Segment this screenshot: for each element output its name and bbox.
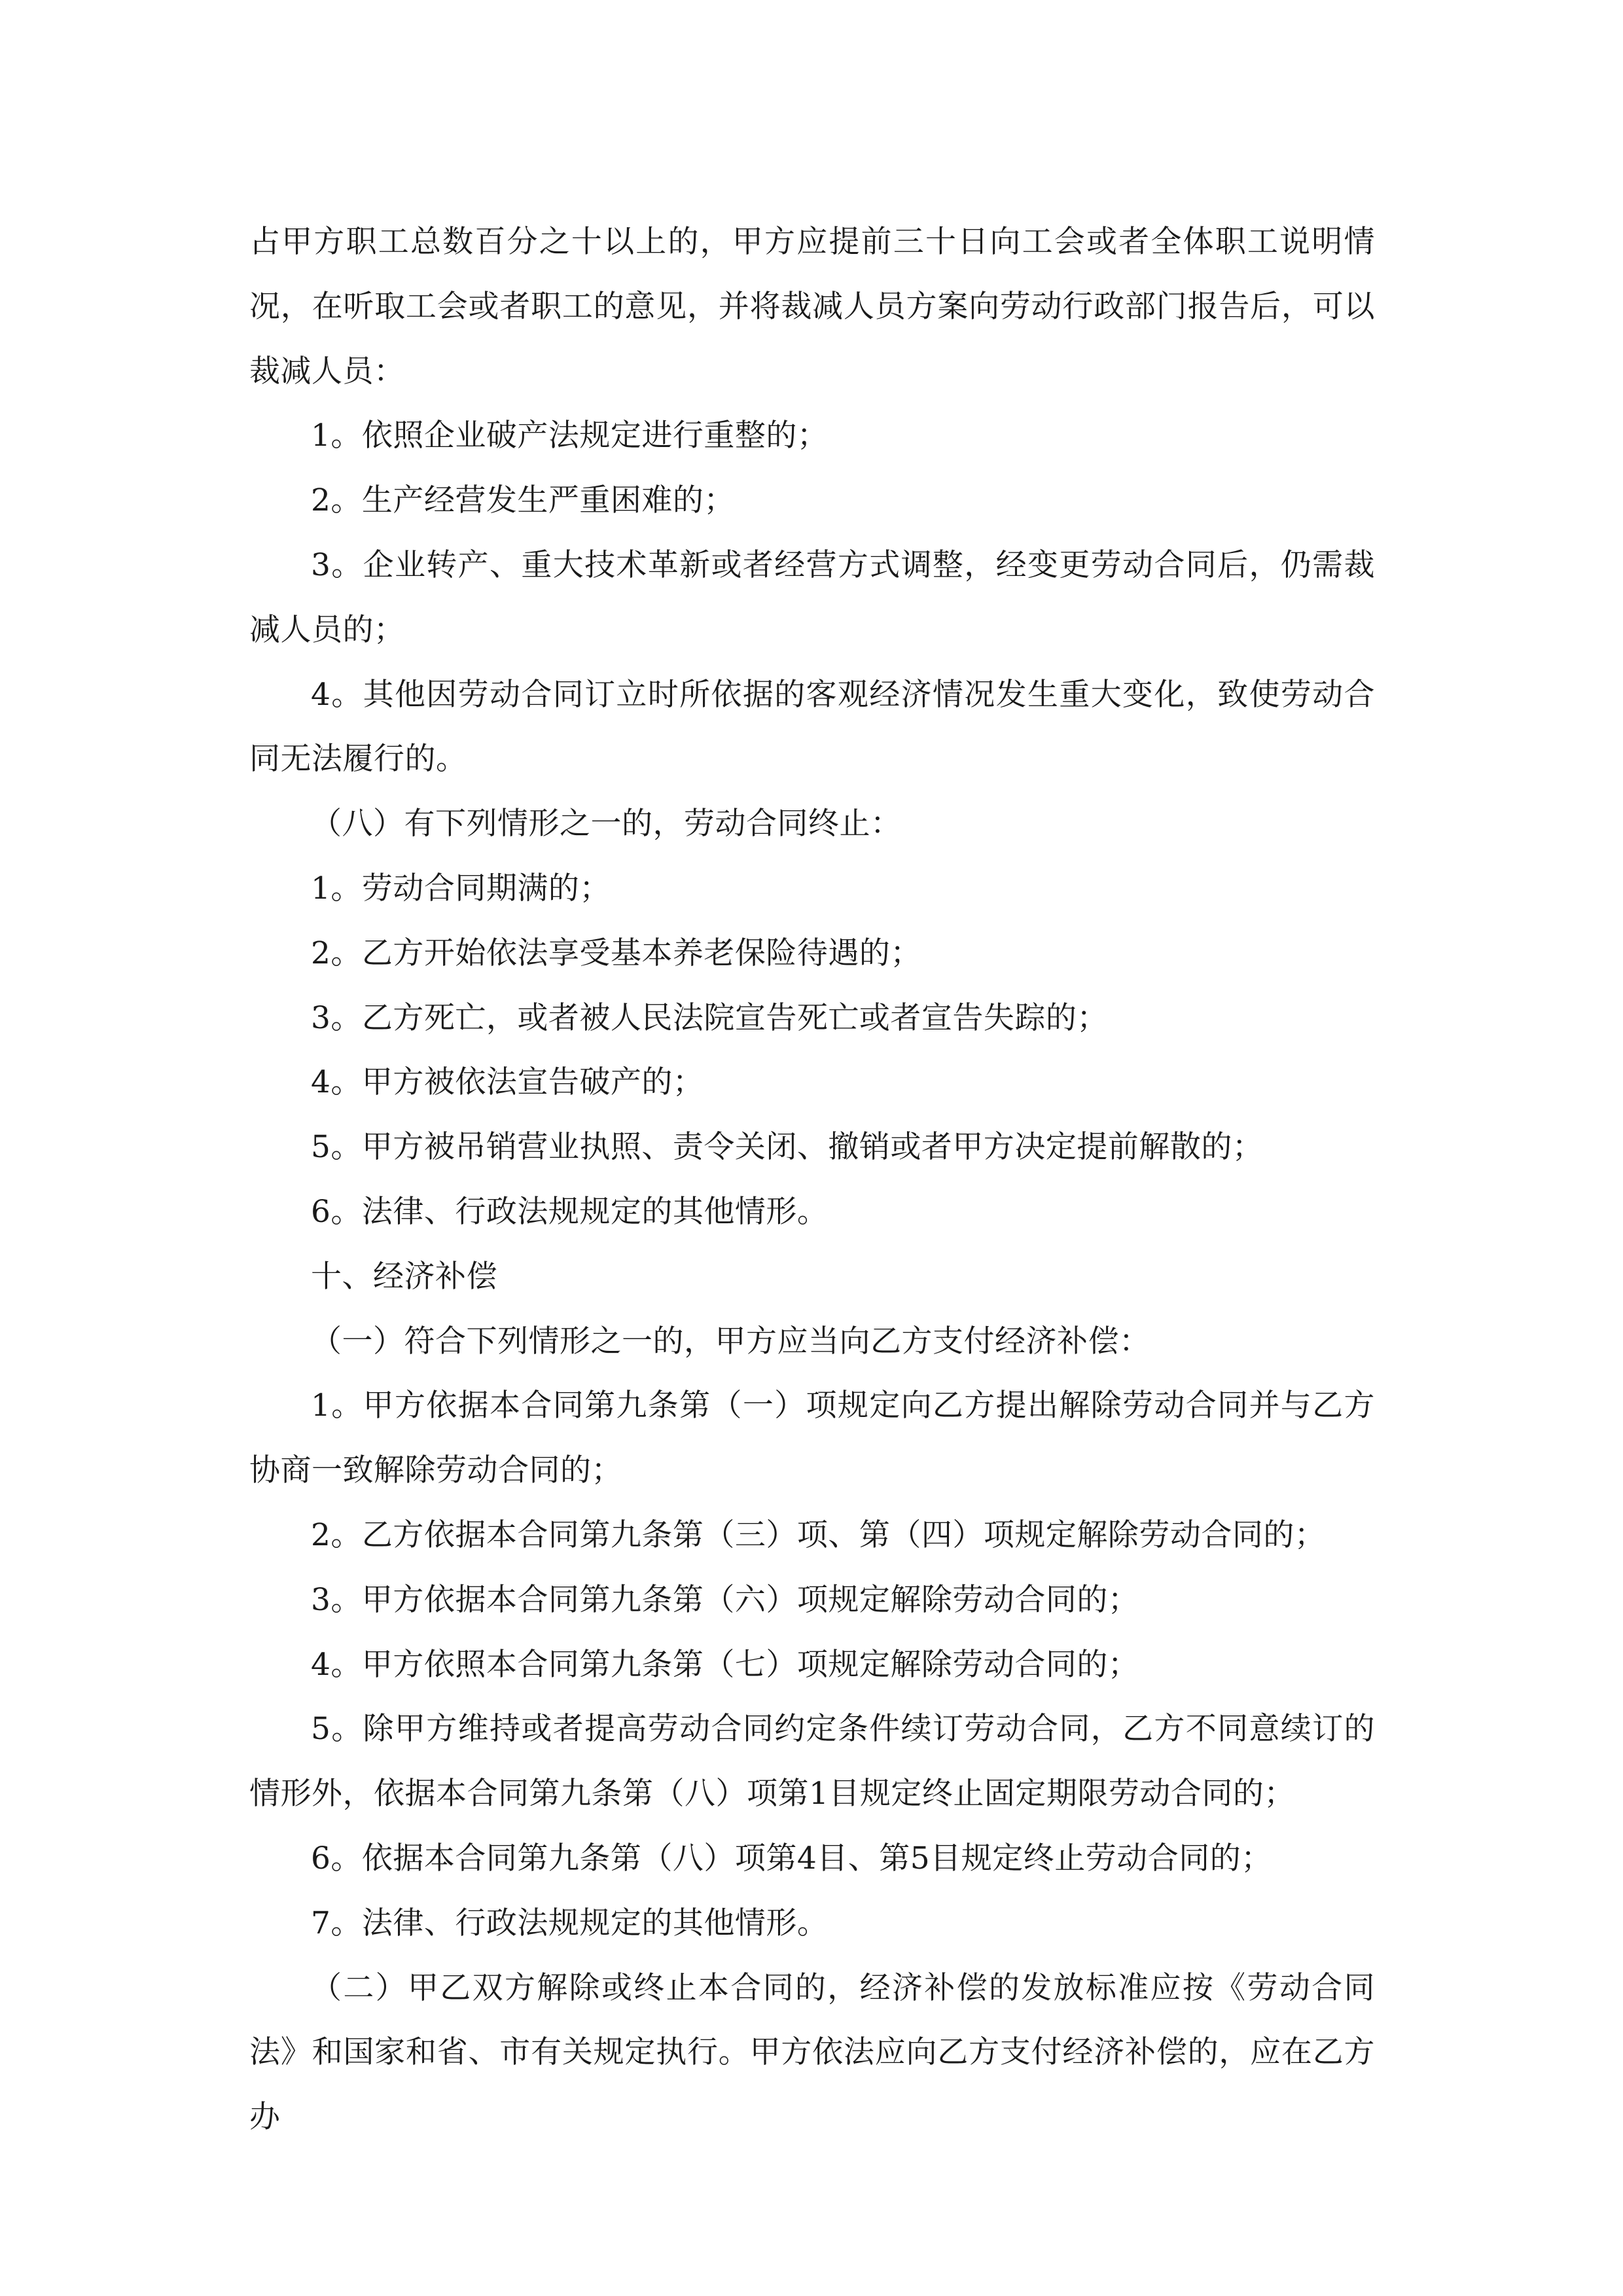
clause-heading: （八）有下列情形之一的，劳动合同终止：	[311, 806, 902, 842]
paragraph: 占甲方职工总数百分之十以上的，甲方应提前三十日向工会或者全体职工说明情况，在听取工会或者职工的意见，并将裁减人员方案向劳动行政部门报告后，可以裁减人员：	[249, 224, 1375, 389]
list-item: 1。依照企业破产法规定进行重整的；	[311, 418, 829, 454]
list-item: 3。乙方死亡，或者被人民法院宣告死亡或者宣告失踪的；	[311, 999, 1108, 1036]
list-item: 3。企业转产、重大技术革新或者经营方式调整，经变更劳动合同后，仍需裁减人员的；	[249, 547, 1375, 648]
list-item: 2。乙方依据本合同第九条第（三）项、第（四）项规定解除劳动合同的；	[311, 1516, 1326, 1553]
list-item: 5。除甲方维持或者提高劳动合同约定条件续订劳动合同，乙方不同意续订的情形外，依据本合同第九条第（八）项第1目规定终止固定期限劳动合同的；	[249, 1711, 1375, 1812]
list-item: 5。甲方被吊销营业执照、责令关闭、撤销或者甲方决定提前解散的；	[311, 1129, 1264, 1166]
list-item: 6。法律、行政法规规定的其他情形。	[311, 1193, 829, 1230]
list-item: 1。甲方依据本合同第九条第（一）项规定向乙方提出解除劳动合同并与乙方协商一致解除劳动合同的；	[249, 1388, 1375, 1489]
list-item: 1。劳动合同期满的；	[311, 870, 611, 906]
clause-heading: （一）符合下列情形之一的，甲方应当向乙方支付经济补偿：	[311, 1323, 1150, 1359]
document-body	[249, 210, 1375, 2150]
section-heading: 十、经济补偿	[311, 1258, 497, 1295]
list-item: 4。甲方被依法宣告破产的；	[311, 1064, 704, 1101]
list-item: 2。生产经营发生严重困难的；	[311, 482, 735, 519]
list-item: 2。乙方开始依法享受基本养老保险待遇的；	[311, 935, 921, 971]
list-item: 4。其他因劳动合同订立时所依据的客观经济情况发生重大变化，致使劳动合同无法履行的。	[249, 676, 1375, 778]
list-item: 3。甲方依据本合同第九条第（六）项规定解除劳动合同的；	[311, 1581, 1139, 1618]
list-item: 6。依据本合同第九条第（八）项第4目、第5目规定终止劳动合同的；	[311, 1840, 1272, 1876]
list-item: 7。法律、行政法规规定的其他情形。	[311, 1905, 829, 1941]
paragraph: （二）甲乙双方解除或终止本合同的，经济补偿的发放标准应按《劳动合同法》和国家和省、市有关规定执行。甲方依法应向乙方支付经济补偿的，应在乙方办	[249, 1969, 1375, 2136]
list-item: 4。甲方依照本合同第九条第（七）项规定解除劳动合同的；	[311, 1646, 1139, 1683]
